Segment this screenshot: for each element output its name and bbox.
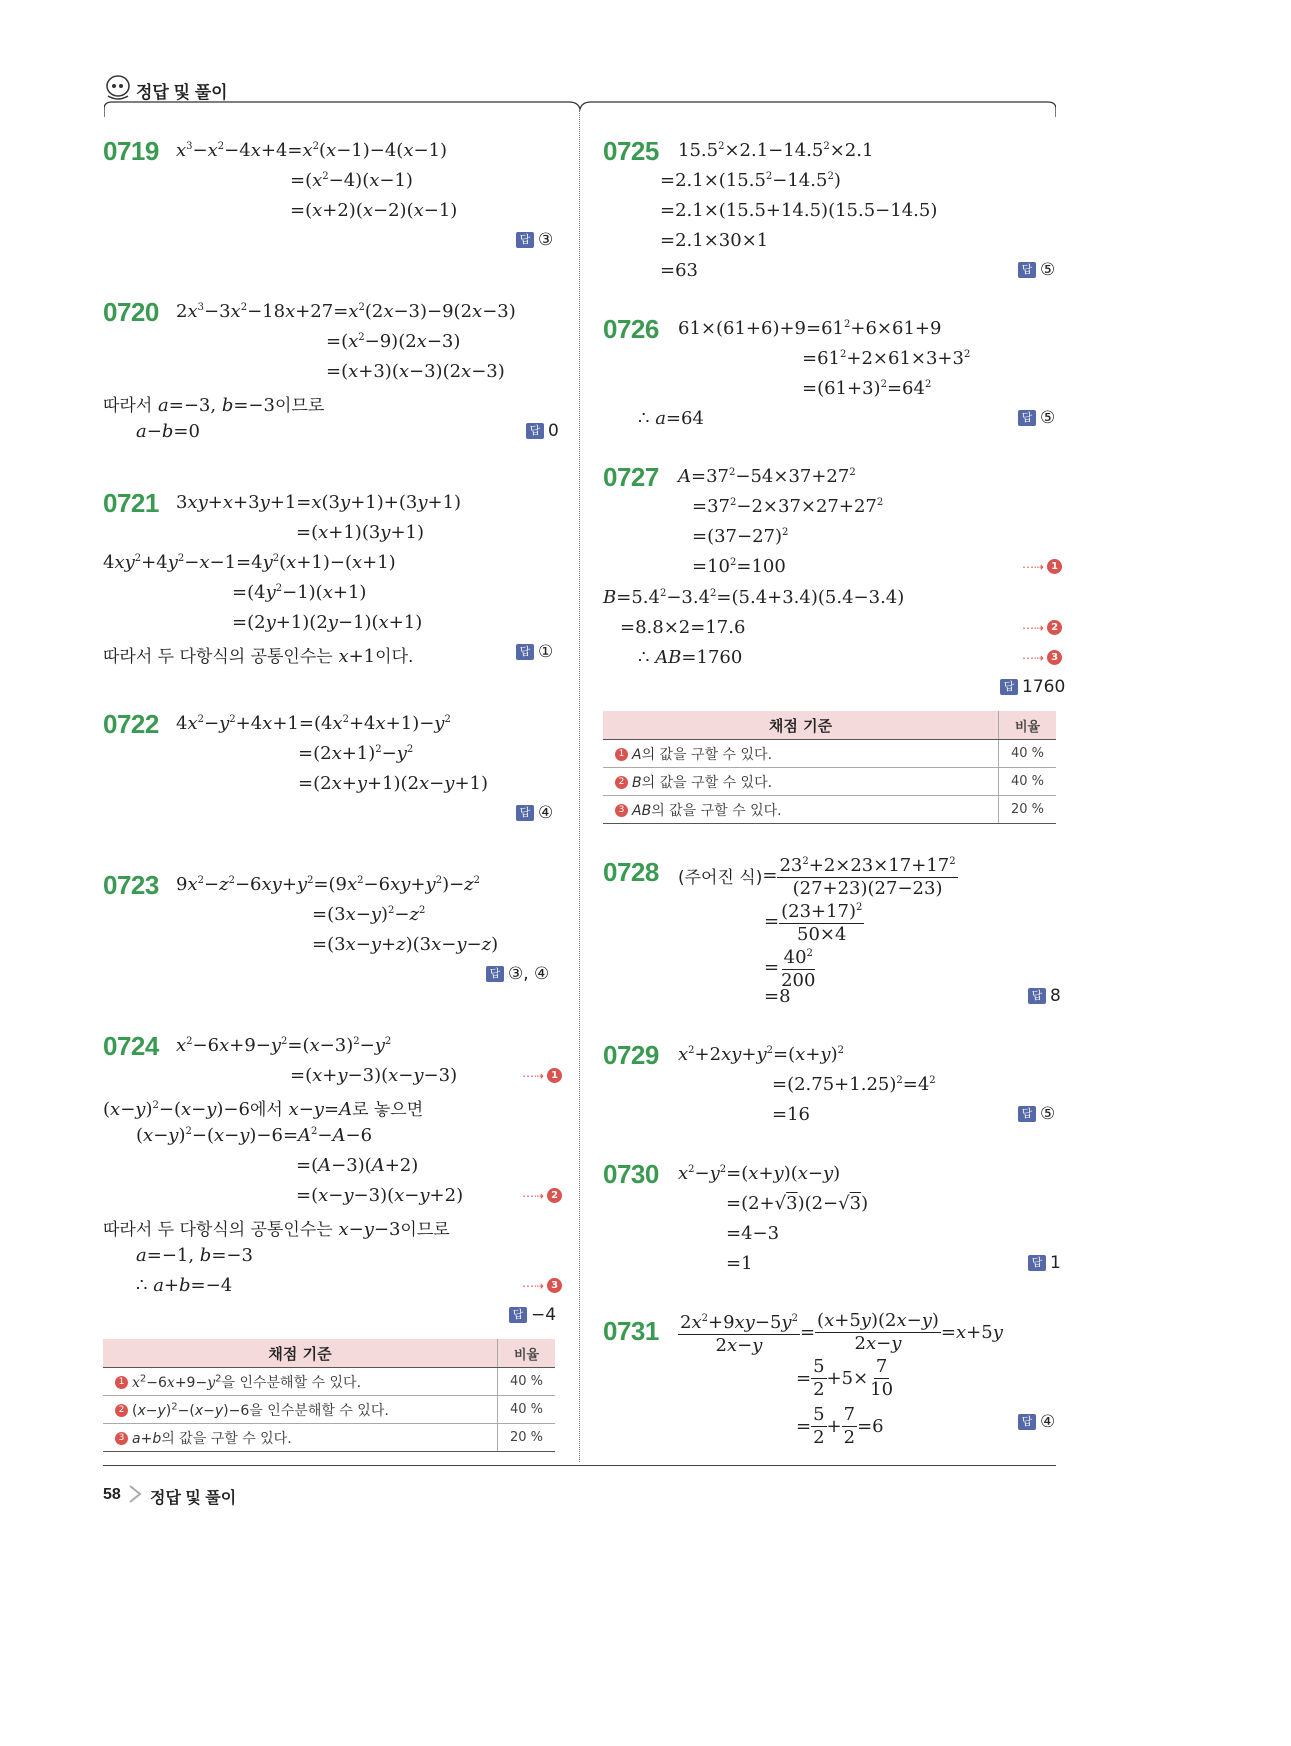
answer-icon: 답 xyxy=(1000,679,1018,695)
answer-0727: 답 1760 xyxy=(1000,677,1065,697)
math-line: =8 xyxy=(764,986,791,1007)
answer-icon: 답 xyxy=(509,1307,527,1323)
math-line: $=(2.75+1.25)^2=4^2$ xyxy=(772,1074,936,1095)
math-line: $=37^2-2\times 37\times 27+27^2$ xyxy=(692,496,884,517)
header-mascot-icon xyxy=(104,74,132,100)
math-line: = $\frac{40^2}{200}$ xyxy=(764,943,817,992)
answer-0719: 답 ③ xyxy=(516,230,553,250)
problem-number: 0721 xyxy=(103,488,159,518)
math-line: ∴ AB=1760 xyxy=(638,647,743,668)
math-line: $(x-y)^2-(x-y)-6=A^2-A-6$ xyxy=(136,1125,373,1146)
answer-0721: 답 ① xyxy=(516,642,553,662)
header-title: 정답 및 풀이 xyxy=(136,83,228,102)
answer-0731: 답 ④ xyxy=(1018,1412,1055,1432)
answer-0722: 답 ④ xyxy=(516,803,553,823)
problem-number: 0723 xyxy=(103,870,159,900)
math-line: =63 xyxy=(660,260,698,281)
math-line: $A=37^2-54\times 37+27^2$ xyxy=(678,466,856,487)
problem-number: 0731 xyxy=(603,1316,659,1346)
math-line: = $\frac{(23+17)^2}{50\times 4}$ xyxy=(764,897,864,946)
grading-table-left xyxy=(103,1339,555,1452)
answer-icon: 답 xyxy=(1028,988,1046,1004)
step-marker-1: ⋯⇢ 1 xyxy=(522,1068,562,1083)
problem-number: 0729 xyxy=(603,1040,659,1070)
table-row: 3 AB의 값을 구할 수 있다. 20 % xyxy=(603,796,1056,824)
math-line: $=(2x+1)^2-y^2$ xyxy=(298,743,414,764)
math-line: =(x+3)(x−3)(2x−3) xyxy=(326,361,505,382)
grading-header-ratio: 비율 xyxy=(999,711,1057,740)
math-line: (주어진 식) = $\frac{23^2+2\times 23\times 17+17^2}{(27+23)(27-23)}$ xyxy=(678,851,958,900)
answer-0728: 답 8 xyxy=(1028,986,1061,1006)
answer-0724: 답 −4 xyxy=(509,1305,556,1325)
table-row: 3 a+b의 값을 구할 수 있다. 20 % xyxy=(103,1424,555,1452)
math-line: $x^3-x^2-4x+4=x^2(x-1)-4(x-1)$ xyxy=(176,140,448,161)
problem-number: 0722 xyxy=(103,709,159,739)
math-line: $2x^3-3x^2-18x+27=x^2(2x-3)-9(2x-3)$ xyxy=(176,301,516,322)
math-line: 따라서 두 다항식의 공통인수는 x+1이다. xyxy=(103,646,414,667)
math-line: =(A−3)(A+2) xyxy=(296,1155,419,1176)
footer-arrow-icon xyxy=(128,1484,146,1504)
math-line: =(2x+y+1)(2x−y+1) xyxy=(298,773,488,794)
grading-header-ratio: 비율 xyxy=(498,1339,556,1368)
math-line: =2.1×(15.5+14.5)(15.5−14.5) xyxy=(660,200,938,221)
answer-icon: 답 xyxy=(1018,1106,1036,1122)
answer-0729: 답 ⑤ xyxy=(1018,1104,1055,1124)
math-line: $4xy^2+4y^2-x-1=4y^2(x+1)-(x+1)$ xyxy=(103,552,396,573)
math-line: 따라서 두 다항식의 공통인수는 x−y−3이므로 xyxy=(103,1219,450,1240)
footer-rule xyxy=(103,1465,1056,1466)
table-row: 2 B의 값을 구할 수 있다. 40 % xyxy=(603,768,1056,796)
answer-0726: 답 ⑤ xyxy=(1018,408,1055,428)
math-line: $=10^2=100$ xyxy=(692,556,786,577)
problem-number: 0726 xyxy=(603,314,659,344)
math-line: $=(x^2-4)(x-1)$ xyxy=(290,170,413,191)
step-marker-1: ⋯⇢ 1 xyxy=(1022,559,1062,574)
answer-icon: 답 xyxy=(1018,262,1036,278)
answer-icon: 답 xyxy=(1028,1255,1046,1271)
answer-icon: 답 xyxy=(1018,410,1036,426)
grading-header-criteria: 채점 기준 xyxy=(103,1339,498,1368)
math-line: =(x+1)(3y+1) xyxy=(296,522,425,543)
problem-number: 0724 xyxy=(103,1031,159,1061)
math-line: $15.5^2\times 2.1-14.5^2\times 2.1$ xyxy=(678,140,874,161)
math-line: $4x^2-y^2+4x+1=(4x^2+4x+1)-y^2$ xyxy=(176,713,451,734)
answer-icon: 답 xyxy=(516,644,534,660)
step-marker-2: ⋯⇢ 2 xyxy=(522,1188,562,1203)
grading-header-criteria: 채점 기준 xyxy=(603,711,999,740)
math-line: $x^2-6x+9-y^2=(x-3)^2-y^2$ xyxy=(176,1035,392,1056)
math-line: $=(37-27)^2$ xyxy=(692,526,789,547)
math-line: =1 xyxy=(726,1253,753,1274)
column-divider xyxy=(579,110,580,1462)
math-line: =16 xyxy=(772,1104,810,1125)
math-line: $=(61+3)^2=64^2$ xyxy=(802,378,932,399)
math-line: $=61^2+2\times 61\times 3+3^2$ xyxy=(802,348,971,369)
table-row: 1 A의 값을 구할 수 있다. 40 % xyxy=(603,740,1056,768)
problem-number: 0725 xyxy=(603,136,659,166)
table-row: 2 $(x-y)^2-(x-y)-6$을 인수분해할 수 있다. 40 % xyxy=(103,1396,555,1424)
answer-icon: 답 xyxy=(486,966,504,982)
math-line: $61\times(61+6)+9=61^2+6\times 61+9$ xyxy=(678,318,942,339)
math-line: a=−1, b=−3 xyxy=(136,1245,253,1266)
math-line: $=2.1\times(15.5^2-14.5^2)$ xyxy=(660,170,841,191)
math-line: ∴ a+b=−4 xyxy=(136,1275,233,1296)
header-rule xyxy=(104,101,1056,117)
answer-icon: 답 xyxy=(1018,1414,1036,1430)
answer-icon: 답 xyxy=(526,423,544,439)
math-line: =(2y+1)(2y−1)(x+1) xyxy=(232,612,423,633)
math-line: =(x+2)(x−2)(x−1) xyxy=(290,200,458,221)
problem-number: 0719 xyxy=(103,136,159,166)
table-row: 1 $x^2-6x+9-y^2$을 인수분해할 수 있다. 40 % xyxy=(103,1368,555,1396)
answer-0723: 답 ③, ④ xyxy=(486,964,549,984)
math-line: ∴ a=64 xyxy=(638,408,704,429)
math-line: = $\frac{5}{2}$ + $\frac{7}{2}$ =6 xyxy=(796,1404,884,1448)
math-line: =(x−y−3)(x−y+2) xyxy=(296,1185,464,1206)
math-line: =(2+√3)(2−√3) xyxy=(726,1193,869,1214)
math-line: =2.1×30×1 xyxy=(660,230,769,251)
math-line: =8.8×2=17.6 xyxy=(620,617,746,638)
math-line: $x^2+2xy+y^2=(x+y)^2$ xyxy=(678,1044,844,1065)
math-line: =(3x−y+z)(3x−y−z) xyxy=(312,934,499,955)
answer-0725: 답 ⑤ xyxy=(1018,260,1055,280)
math-line: =4−3 xyxy=(726,1223,780,1244)
problem-number: 0730 xyxy=(603,1159,659,1189)
math-line: $=(x^2-9)(2x-3)$ xyxy=(326,331,461,352)
answer-icon: 답 xyxy=(516,232,534,248)
math-line: =(x+y−3)(x−y−3) xyxy=(290,1065,458,1086)
problem-number: 0727 xyxy=(603,462,659,492)
step-marker-2: ⋯⇢ 2 xyxy=(1022,620,1062,635)
step-marker-3: ⋯⇢ 3 xyxy=(522,1278,562,1293)
page-number: 58 xyxy=(103,1486,121,1503)
math-line: a−b=0 xyxy=(136,421,200,442)
answer-0730: 답 1 xyxy=(1028,1253,1061,1273)
math-line: = $\frac{5}{2}$ +5× $\frac{7}{10}$ xyxy=(796,1356,894,1400)
problem-number: 0728 xyxy=(603,857,659,887)
math-line: $=(4y^2-1)(x+1)$ xyxy=(232,582,367,603)
footer-label: 정답 및 풀이 xyxy=(150,1490,237,1507)
answer-icon: 답 xyxy=(516,805,534,821)
problem-number: 0720 xyxy=(103,297,159,327)
math-line: $9x^2-z^2-6xy+y^2=(9x^2-6xy+y^2)-z^2$ xyxy=(176,874,481,895)
math-line: $\frac{2x^2+9xy-5y^2}{2x-y}$ = $\frac{(x+5y)(2x-y)}{2x-y}$ = x +5 y xyxy=(680,1310,1003,1356)
math-line: $(x-y)^2-(x-y)-6$에서 x−y=A로 놓으면 xyxy=(103,1099,424,1120)
math-line: $B=5.4^2-3.4^2=(5.4+3.4)(5.4-3.4)$ xyxy=(603,587,905,608)
math-line: 따라서 a=−3, b=−3이므로 xyxy=(103,395,325,416)
grading-table-right xyxy=(603,711,1056,824)
math-line: 3xy+x+3y+1=x(3y+1)+(3y+1) xyxy=(176,492,462,513)
math-line: $=(3x-y)^2-z^2$ xyxy=(312,904,426,925)
answer-0720: 답 0 xyxy=(526,421,559,441)
math-line: $x^2-y^2=(x+y)(x-y)$ xyxy=(678,1163,841,1184)
step-marker-3: ⋯⇢ 3 xyxy=(1022,650,1062,665)
